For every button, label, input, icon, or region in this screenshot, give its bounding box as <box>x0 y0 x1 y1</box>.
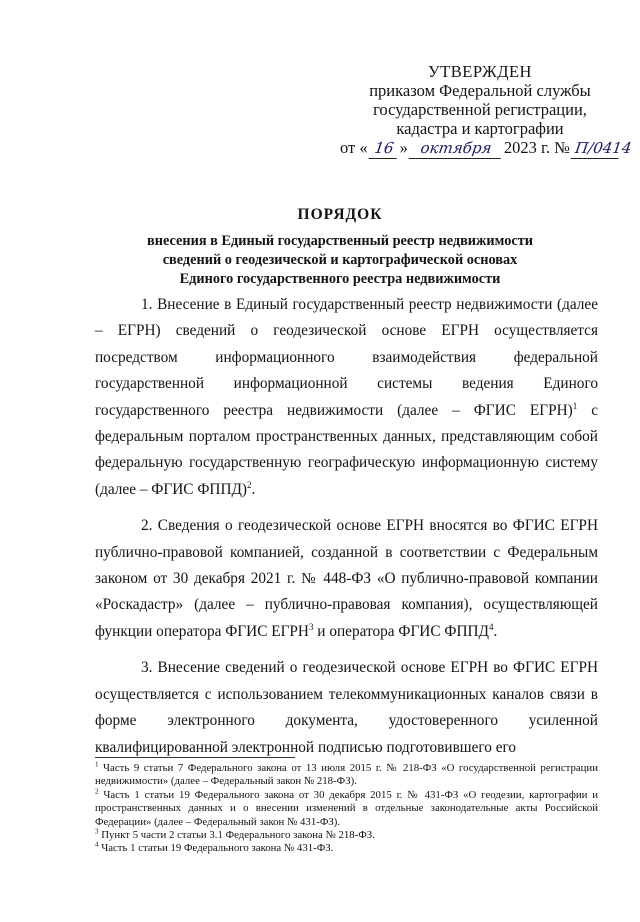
document-body <box>95 292 598 771</box>
approval-date-line <box>340 138 633 159</box>
subtitle-line-3: Единого государственного реестра недвижимости <box>179 271 501 287</box>
footnote-ref-3[interactable]: 3 <box>308 621 314 632</box>
footnote-3-number: 3 <box>95 827 99 836</box>
paragraph-2-text-b: и оператора ФГИС ФППД <box>313 622 489 640</box>
footnote-1-text: Часть 9 статьи 7 Федерального закона от 13 июля 2015 г. № 218-ФЗ «О государственной регистрации недвижимости» (далее – Федеральный закон № 218-ФЗ). <box>95 762 598 788</box>
document-subtitle <box>95 232 585 289</box>
footnote-ref-2[interactable]: 2 <box>247 479 252 490</box>
footnote-2-text: Часть 1 статьи 19 Федерального закона от 30 декабря 2015 г. № 431-ФЗ «О геодезии, картографии и пространственных данных и о внесении изменений в отдельные законодательные акты Российской Федерации» (далее – Федеральный закон № 431-ФЗ). <box>95 788 598 828</box>
approval-line-3: кадастра и картографии <box>396 119 564 138</box>
footnote-ref-4[interactable]: 4 <box>489 621 494 632</box>
paragraph-1-text-c: . <box>251 480 256 498</box>
approval-line-1: приказом Федеральной службы <box>369 81 591 100</box>
footnote-4 <box>95 842 598 855</box>
date-year: 2023 г. № <box>503 138 570 157</box>
paragraph-1-text-a: 1. Внесение в Единый государственный реестр недвижимости (далее – ЕГРН) сведений о геодезической основе ЕГРН осуществляется посредством информационного взаимодействия федеральной государственной информационной системы ведения Единого государственного реестра недвижимости (далее – ФГИС ЕГРН) <box>95 296 598 419</box>
footnote-divider <box>95 757 295 758</box>
handwritten-order-number: П/0414 <box>571 139 622 159</box>
footnote-3 <box>95 829 598 842</box>
paragraph-2 <box>95 513 598 645</box>
footnote-4-number: 4 <box>95 840 99 849</box>
paragraph-1 <box>95 292 598 503</box>
subtitle-line-2: сведений о геодезической и картографической основах <box>162 252 518 268</box>
approval-block <box>340 62 633 159</box>
paragraph-3: 3. Внесение сведений о геодезической основе ЕГРН во ФГИС ЕГРН осуществляется с использованием телекоммуникационных каналов связи в форме электронного документа, удостоверенного усиленной квалифицированной электронной подписью подготовившего его <box>95 659 598 756</box>
date-quote-close: » <box>399 138 408 157</box>
approval-heading: УТВЕРЖДЕН <box>428 62 532 81</box>
handwritten-month: октября <box>408 139 503 159</box>
date-prefix: от « <box>340 138 368 157</box>
footnote-4-text: Часть 1 статьи 19 Федерального закона № 431-ФЗ. <box>98 842 334 855</box>
paragraph-2-text-a: 2. Сведения о геодезической основе ЕГРН вносятся во ФГИС ЕГРН публично-правовой компанией, созданной в соответствии с Федеральным законом от 30 декабря 2021 г. № 448-ФЗ «О публично-правовой компании «Роскадастр» (далее – публично-правовая компания), осуществляющей функции оператора ФГИС ЕГРН <box>95 517 598 640</box>
footnote-1-number: 1 <box>95 760 99 769</box>
document-title: ПОРЯДОК <box>297 206 383 223</box>
footnote-ref-1[interactable]: 1 <box>572 400 578 411</box>
handwritten-day: 16 <box>368 139 399 159</box>
approval-line-2: государственной регистрации, <box>373 100 587 119</box>
footnote-2 <box>95 789 598 829</box>
paragraph-1-text-b: с федеральным порталом пространственных данных, представляющим собой федеральную государственную географическую информационную систему (далее – ФГИС ФППД) <box>95 401 599 498</box>
subtitle-line-1: внесения в Единый государственный реестр недвижимости <box>147 233 533 249</box>
footnote-2-number: 2 <box>95 787 99 796</box>
paragraph-2-text-c: . <box>493 622 498 640</box>
footnotes <box>95 762 598 856</box>
footnote-1 <box>95 762 598 789</box>
footnote-3-text: Пункт 5 части 2 статьи 3.1 Федерального закона № 218-ФЗ. <box>98 829 375 842</box>
